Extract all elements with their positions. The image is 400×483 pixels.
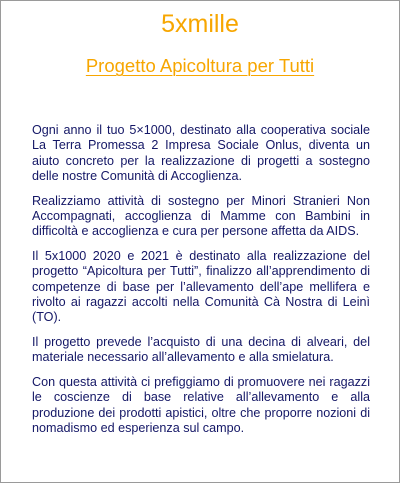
page-subtitle: Progetto Apicoltura per Tutti bbox=[85, 55, 315, 76]
paragraph-intro: Ogni anno il tuo 5×1000, destinato alla cooperativa sociale La Terra Promessa 2 Impresa Sociale Onlus, diventa un aiuto concreto per la realizzazione di progetti a sostegno delle nostre Comunità di Accoglienza. bbox=[32, 123, 370, 184]
paragraph-goals: Con questa attività ci prefiggiamo di promuovere nei ragazzi le coscienze di base relative all’allevamento e alla produzione dei prodotti apistici, oltre che proporre nozioni di nomadismo ed esperienza sul campo. bbox=[32, 374, 370, 435]
body-text bbox=[32, 123, 370, 436]
paragraph-purchase: Il progetto prevede l’acquisto di una decina di alveari, del materiale necessario all’allevamento e alla smielatura. bbox=[32, 334, 370, 365]
paragraph-activities: Realizziamo attività di sostegno per Minori Stranieri Non Accompagnati, accoglienza di Mamme con Bambini in difficoltà e accoglienza e cura per persone affetta da AIDS. bbox=[32, 193, 370, 239]
paragraph-project: Il 5x1000 2020 e 2021 è destinato alla realizzazione del progetto “Apicoltura per Tutti”, finalizzo all’apprendimento di competenze di base per l’allevamento dell’ape mellifera e rivolto ai ragazzi accolti nella Comunità Cà Nostra di Leinì (TO). bbox=[32, 248, 370, 325]
page-title: 5xmille bbox=[161, 10, 239, 38]
